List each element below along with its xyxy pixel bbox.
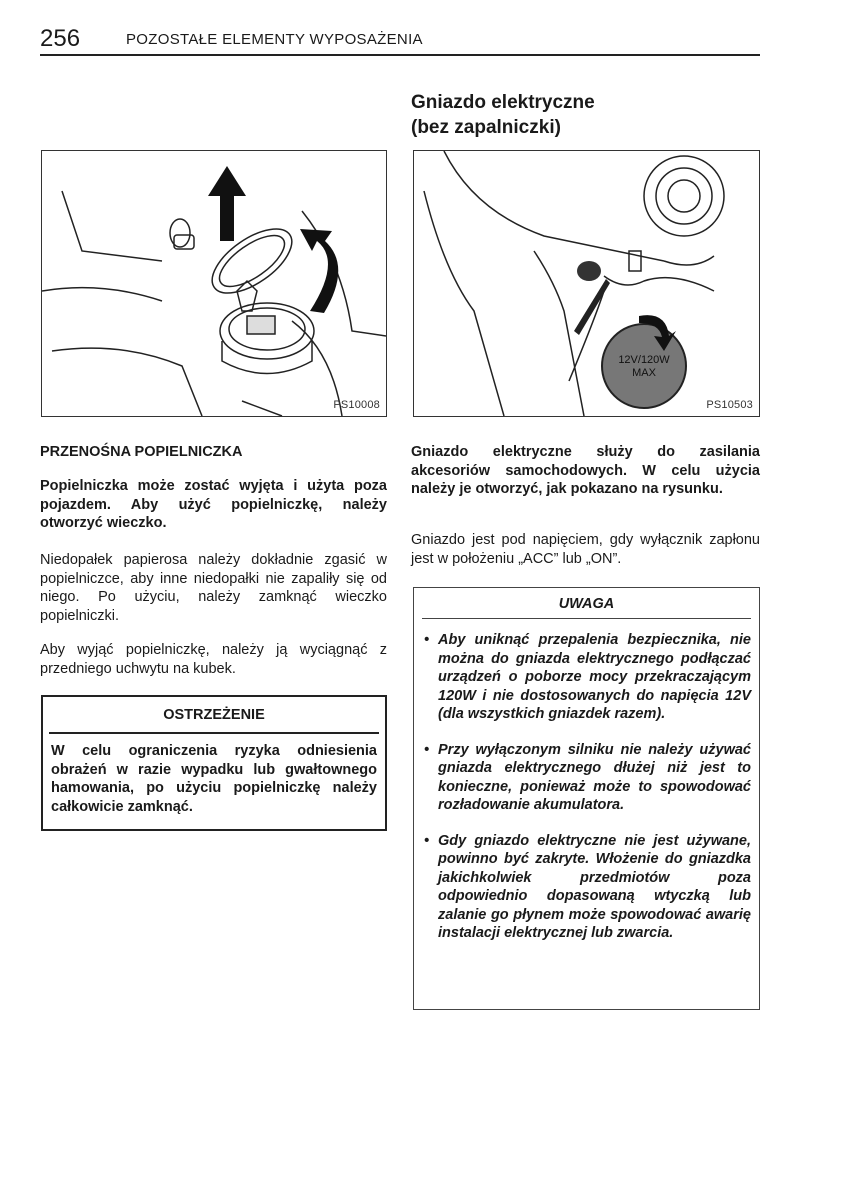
- socket-bold-paragraph: Gniazdo elektryczne służy do zasilania akcesoriów samochodowych. W celu użycia należy je otworzyć, jak pokazano na rysunku.: [411, 444, 760, 497]
- notice-item: • Aby uniknąć przepalenia bezpiecznika, nie można do gniazda elektrycznego podłączać urządzeń o poborze mocy przekraczającym 120W i nie dostosowanych do napięcia 12V (dla wszystkich gniazdek razem).: [422, 631, 751, 724]
- svg-text:MAX: MAX: [632, 367, 656, 379]
- figure-code: PS10503: [706, 399, 753, 411]
- warning-title: OSTRZEŻENIE: [49, 697, 379, 734]
- power-outlet-illustration: [413, 150, 760, 417]
- notice-list: [414, 619, 759, 943]
- svg-text:12V/120W: 12V/120W: [618, 354, 670, 366]
- warning-box: [41, 695, 387, 831]
- notice-title: UWAGA: [422, 588, 751, 619]
- socket-paragraph: Gniazdo jest pod napięciem, gdy wyłącznik zapłonu jest w położeniu „ACC” lub „ON”.: [411, 532, 760, 567]
- ashtray-heading: PRZENOŚNA POPIELNICZKA: [40, 444, 243, 460]
- notice-item: • Gdy gniazdo elektryczne nie jest używane, powinno być zakryte. Włożenie do gniazdka jakichkolwiek przedmiotów poza odpowiednio dopasowaną wtyczką lub zalanie go płynem może spowodować awarię instalacji elektrycznej lub zwarcia.: [422, 832, 751, 943]
- figure-code: PS10008: [333, 399, 380, 411]
- page-number: 256: [40, 25, 81, 52]
- ashtray-paragraph-1: Niedopałek papierosa należy dokładnie zgasić w popielniczce, aby inne niedopałki nie zapaliły się od niego. Po użyciu, należy zamknąć wieczko popielniczki.: [40, 552, 387, 624]
- ashtray-illustration: [41, 150, 387, 417]
- ashtray-drawing: [42, 151, 386, 416]
- ashtray-paragraph-2: Aby wyjąć popielniczkę, należy ją wyciągnąć z przedniego uchwytu na kubek.: [40, 642, 387, 677]
- notice-item: • Przy wyłączonym silniku nie należy używać gniazda elektrycznego dłużej niż jest to konieczne, ponieważ może to spowodować rozładowanie akumulatora.: [422, 741, 751, 815]
- outlet-drawing: [414, 151, 759, 416]
- socket-heading: Gniazdo elektryczne (bez zapalniczki): [411, 92, 595, 138]
- section-title: POZOSTAŁE ELEMENTY WYPOSAŻENIA: [126, 31, 423, 48]
- warning-text: W celu ograniczenia ryzyka odniesienia obrażeń w razie wypadku lub gwałtownego hamowania, po użyciu popielniczkę należy całkowicie zamknąć.: [51, 743, 377, 815]
- notice-box: [413, 587, 760, 1010]
- ashtray-bold-paragraph: Popielniczka może zostać wyjęta i użyta poza pojazdem. Aby użyć popielniczkę, należy otworzyć wieczko.: [40, 478, 387, 531]
- page-header: [40, 26, 760, 56]
